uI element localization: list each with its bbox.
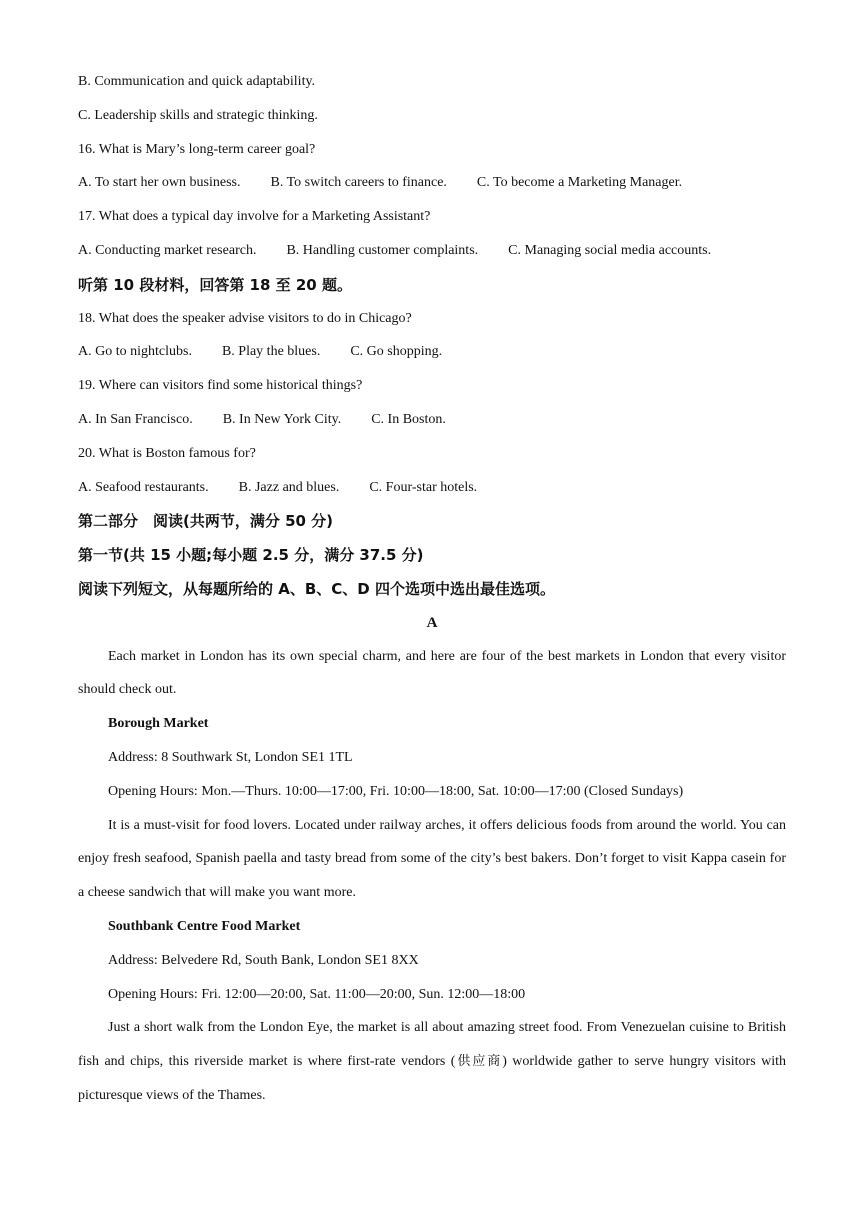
q20-option-a: A. Seafood restaurants. xyxy=(78,479,209,495)
passage-letter: A xyxy=(426,614,438,631)
q19-option-b: B. In New York City. xyxy=(222,411,342,427)
q19-option-a: A. In San Francisco. xyxy=(78,411,193,427)
q19-options xyxy=(78,410,786,430)
market2-hours: Opening Hours: Fri. 12:00—20:00, Sat. 11:00—20:00, Sun. 12:00—18:00 xyxy=(108,986,526,1002)
q20-question: 20. What is Boston famous for? xyxy=(78,445,256,461)
q15-option-c: C. Leadership skills and strategic thinking. xyxy=(78,107,318,123)
passage-intro: Each market in London has its own special charm, and here are four of the best markets in London that every visitor should check out. xyxy=(78,648,786,698)
q19-option-c: C. In Boston. xyxy=(371,411,446,427)
q17-question: 17. What does a typical day involve for a Marketing Assistant? xyxy=(78,209,431,225)
market2-name: Southbank Centre Food Market xyxy=(108,918,301,934)
q16-question: 16. What is Mary’s long-term career goal? xyxy=(78,141,316,157)
q18-option-c: C. Go shopping. xyxy=(350,344,443,360)
q20-option-c: C. Four-star hotels. xyxy=(369,479,478,495)
q16-options xyxy=(78,173,786,193)
q18-question: 18. What does the speaker advise visitors to do in Chicago? xyxy=(78,310,412,326)
market1-hours: Opening Hours: Mon.—Thurs. 10:00—17:00, Fri. 10:00—18:00, Sat. 10:00—17:00 (Closed Sundays) xyxy=(108,783,684,799)
reading-instruction: 阅读下列短文，从每题所给的 A、B、C、D 四个选项中选出最佳选项。 xyxy=(78,579,555,598)
q20-options xyxy=(78,478,786,498)
section1-heading: 第一节(共 15 小题;每小题 2.5 分，满分 37.5 分) xyxy=(78,546,424,565)
part2-heading: 第二部分 阅读(共两节，满分 50 分) xyxy=(78,512,334,531)
section10-heading: 听第 10 段材料，回答第 18 至 20 题。 xyxy=(78,275,352,294)
q18-option-b: B. Play the blues. xyxy=(221,344,321,360)
q15-option-b: B. Communication and quick adaptability. xyxy=(78,74,316,89)
q20-option-b: B. Jazz and blues. xyxy=(238,479,340,495)
vendor-gloss: 供应商 xyxy=(455,1054,503,1070)
q16-option-c: C. To become a Marketing Manager. xyxy=(476,175,683,191)
market2-desc-before: Just a short walk from the London Eye, the market is all about amazing street food. From Venezuelan cuisine to British fish and chips, this riverside market is where first-rate vendors ( xyxy=(78,1020,786,1070)
q19-question: 19. Where can visitors find some historical things? xyxy=(78,378,363,394)
market1-address: Address: 8 Southwark St, London SE1 1TL xyxy=(108,749,353,765)
market1-description: It is a must-visit for food lovers. Located under railway arches, it offers delicious foods from around the world. You can enjoy fresh seafood, Spanish paella and tasty bread from some of the city’s best bakers. Don’t forget to visit Kappa casein for a cheese sandwich that will make you want more. xyxy=(78,817,786,901)
q18-options xyxy=(78,342,786,362)
q17-option-a: A. Conducting market research. xyxy=(78,242,257,258)
exam-page xyxy=(78,72,786,1120)
q18-option-a: A. Go to nightclubs. xyxy=(78,344,192,360)
market2-desc-after: ) worldwide gather to serve hungry visitors with picturesque views of the Thames. xyxy=(78,1054,786,1104)
q17-option-c: C. Managing social media accounts. xyxy=(508,242,712,258)
market2-description xyxy=(78,1011,786,1112)
q17-option-b: B. Handling customer complaints. xyxy=(286,242,479,258)
q17-options xyxy=(78,241,786,261)
market2-address: Address: Belvedere Rd, South Bank, London SE1 8XX xyxy=(108,952,419,968)
q16-option-a: A. To start her own business. xyxy=(78,175,241,191)
market1-name: Borough Market xyxy=(108,716,209,732)
q16-option-b: B. To switch careers to finance. xyxy=(270,175,447,191)
